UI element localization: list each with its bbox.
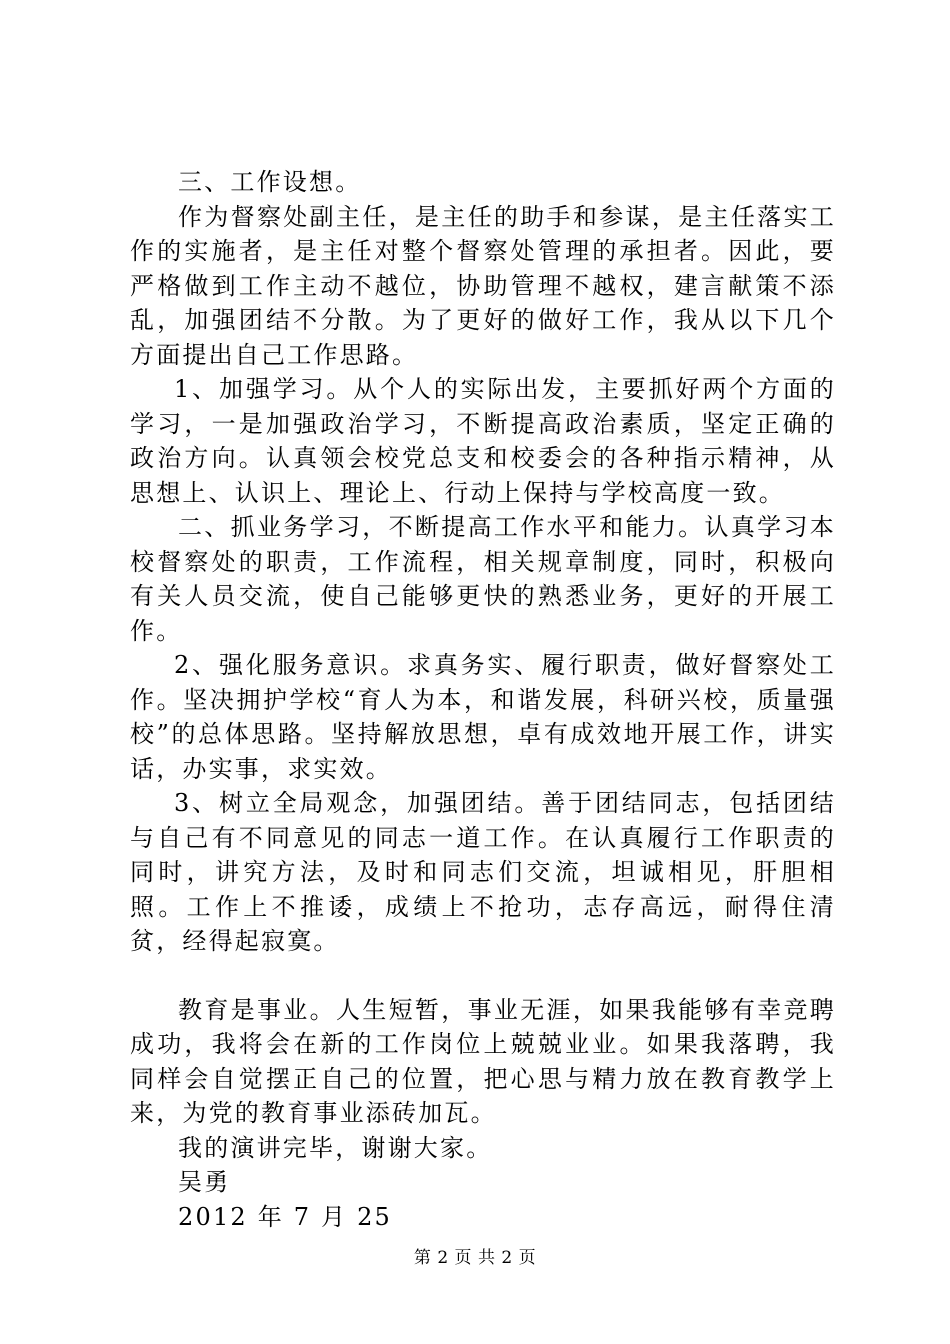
paragraph-intro: 作为督察处副主任，是主任的助手和参谋，是主任落实工作的实施者，是主任对整个督察处管理的承担者。因此，要严格做到工作主动不越位，协助管理不越权，建言献策不添乱，加强团结不分散。为了更好的做好工作，我从以下几个方面提出自己工作思路。 (130, 202, 836, 369)
paragraph-closing: 教育是事业。人生短暂，事业无涯，如果我能够有幸竞聘成功，我将会在新的工作岗位上兢兢业业。如果我落聘，我同样会自觉摆正自己的位置，把心思与精力放在教育教学上来，为党的教育事业添砖加瓦。 (130, 995, 836, 1127)
paragraph-item-2: 2、强化服务意识。求真务实、履行职责，做好督察处工作。坚决拥护学校“育人为本，和谐发展，科研兴校，质量强校”的总体思路。坚持解放思想，卓有成效地开展工作，讲实话，办实事，求实效。 (130, 651, 836, 783)
section-heading: 三、工作设想。 (178, 168, 362, 196)
paragraph-item-3: 3、树立全局观念，加强团结。善于团结同志，包括团结与自己有不同意见的同志一道工作。在认真履行工作职责的同时，讲究方法，及时和同志们交流，坦诚相见，肝胆相照。工作上不推诿，成绩上不抢功，志存高远，耐得住清贫，经得起寂寞。 (130, 789, 836, 955)
paragraph-item-business: 二、抓业务学习，不断提高工作水平和能力。认真学习本校督察处的职责，工作流程，相关规章制度，同时，积极向有关人员交流，使自己能够更快的熟悉业务，更好的开展工作。 (130, 513, 836, 645)
signature: 吴勇 (178, 1168, 231, 1196)
paragraph-thanks: 我的演讲完毕，谢谢大家。 (178, 1133, 493, 1162)
date: 2012 年 7 月 25 (178, 1202, 393, 1231)
page-footer: 第 2 页 共 2 页 (413, 1248, 537, 1268)
paragraph-item-1: 1、加强学习。从个人的实际出发，主要抓好两个方面的学习，一是加强政治学习，不断提高政治素质，坚定正确的政治方向。认真领会校党总支和校委会的各种指示精神，从思想上、认识上、理论上、行动上保持与学校高度一致。 (130, 375, 836, 507)
document-body (130, 165, 836, 1234)
paragraph-gap (130, 959, 836, 993)
